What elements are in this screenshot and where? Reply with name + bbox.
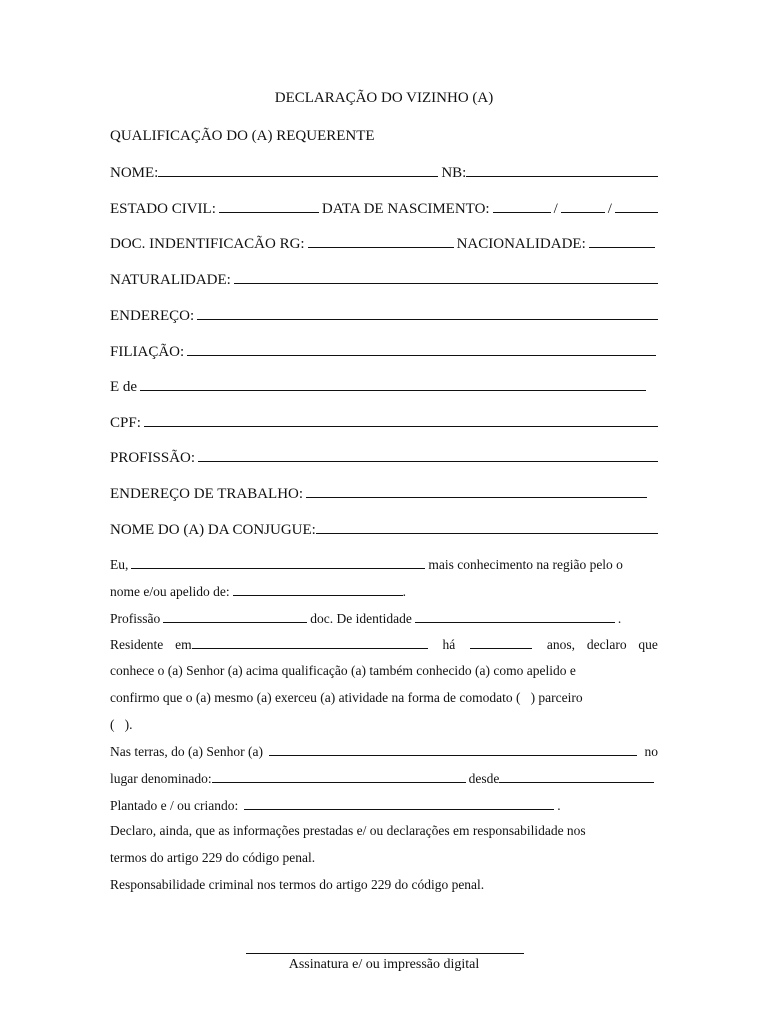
birth-year-blank[interactable] [615,197,658,213]
nb-blank[interactable] [466,161,658,177]
field-e-de: E de [110,375,658,397]
conjugue-blank[interactable] [316,518,658,534]
declaration-line-10: Plantado e / ou criando: . [110,794,658,816]
cpf-blank[interactable] [144,411,658,427]
terras-senhor-blank[interactable] [269,740,637,756]
field-nome: NOME: NB: [110,161,658,183]
rg-blank[interactable] [308,232,454,248]
filiacao-blank[interactable] [187,340,656,356]
field-estado-civil: ESTADO CIVIL: DATA DE NASCIMENTO: / / [110,197,658,219]
residente-blank[interactable] [192,633,428,649]
declarant-name-blank[interactable] [131,553,425,569]
plantado-blank[interactable] [244,794,554,810]
declaration-line-9: lugar denominado: desde [110,767,658,789]
declaration-line-7: ( ). [110,717,133,732]
declaration-line-2: nome e/ou apelido de: . [110,580,658,602]
declaration-line-13: Responsabilidade criminal nos termos do artigo 229 do código penal. [110,877,485,892]
field-endereco: ENDEREÇO: [110,304,658,326]
document-title: DECLARAÇÃO DO VIZINHO (A) [274,90,494,106]
e-de-blank[interactable] [140,375,646,391]
birth-day-blank[interactable] [493,197,551,213]
apelido-blank[interactable] [233,580,403,596]
field-filiacao: FILIAÇÃO: [110,340,658,362]
declaration-line-4: Residente em há anos, declaro que [110,633,658,655]
nacionalidade-blank[interactable] [589,232,655,248]
declaration-line-3: Profissão doc. De identidade . [110,607,658,629]
field-doc-rg: DOC. INDENTIFICACÃO RG: NACIONALIDADE: [110,232,658,254]
anos-blank[interactable] [470,633,532,649]
nome-blank[interactable] [158,161,438,177]
birth-month-blank[interactable] [561,197,605,213]
field-endereco-trabalho: ENDEREÇO DE TRABALHO: [110,482,658,504]
declaration-line-12: termos do artigo 229 do código penal. [110,850,316,865]
declaration-line-8: Nas terras, do (a) Senhor (a) no [110,740,658,762]
declarant-profissao-blank[interactable] [163,607,307,623]
field-naturalidade: NATURALIDADE: [110,268,658,290]
declarant-identidade-blank[interactable] [415,607,615,623]
declaration-line-6: confirmo que o (a) mesmo (a) exerceu (a) atividade na forma de comodato ( ) parceiro [110,690,583,705]
endereco-trabalho-blank[interactable] [306,482,647,498]
signature-line[interactable] [246,953,524,954]
endereco-blank[interactable] [197,304,658,320]
field-cpf: CPF: [110,411,658,433]
estado-civil-blank[interactable] [219,197,319,213]
declaration-line-1: Eu, mais conhecimento na região pelo o [110,553,658,575]
declaration-line-5: conhece o (a) Senhor (a) acima qualificação (a) também conhecido (a) como apelido e [110,663,576,678]
declaration-line-11: Declaro, ainda, que as informações prestadas e/ ou declarações em responsabilidade nos [110,823,586,838]
field-nome-conjugue: NOME DO (A) DA CONJUGUE: [110,518,658,540]
naturalidade-blank[interactable] [234,268,658,284]
desde-blank[interactable] [499,767,654,783]
section-title: QUALIFICAÇÃO DO (A) REQUERENTE [110,128,375,144]
field-profissao: PROFISSÃO: [110,446,658,468]
profissao-blank[interactable] [198,446,658,462]
lugar-blank[interactable] [212,767,466,783]
signature-label: Assinatura e/ ou impressão digital [288,957,480,972]
